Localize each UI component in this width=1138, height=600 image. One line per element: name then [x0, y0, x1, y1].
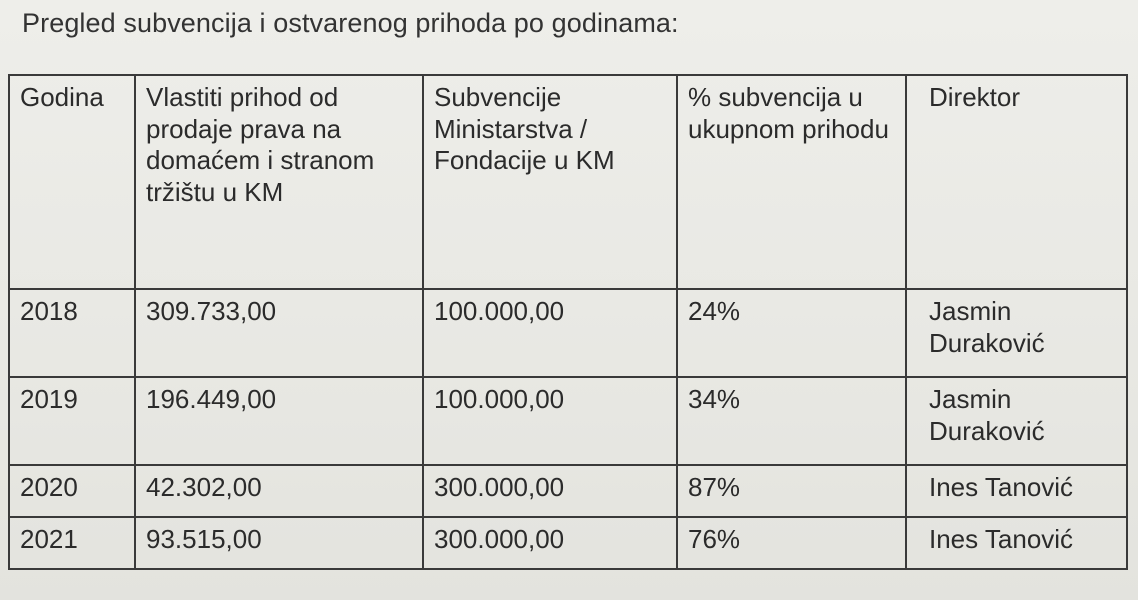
cell-director: Ines Tanović — [906, 465, 1127, 517]
table-header-row — [9, 75, 1127, 289]
cell-percent: 24% — [677, 289, 906, 377]
table-row — [9, 465, 1127, 517]
cell-own-income: 196.449,00 — [135, 377, 423, 465]
cell-year: 2019 — [9, 377, 135, 465]
cell-director: Ines Tanović — [906, 517, 1127, 569]
page-heading: Pregled subvencija i ostvarenog prihoda po godinama: — [22, 8, 679, 38]
cell-percent: 76% — [677, 517, 906, 569]
column-header-own-income: Vlastiti prihod od prodaje prava na domaćem i stranom tržištu u KM — [135, 75, 423, 289]
column-header-subsidy: Subvencije Ministarstva / Fondacije u KM — [423, 75, 677, 289]
table-row — [9, 289, 1127, 377]
cell-own-income: 93.515,00 — [135, 517, 423, 569]
column-header-director: Direktor — [906, 75, 1127, 289]
cell-subsidy: 300.000,00 — [423, 517, 677, 569]
cell-subsidy: 100.000,00 — [423, 289, 677, 377]
cell-own-income: 42.302,00 — [135, 465, 423, 517]
cell-year: 2020 — [9, 465, 135, 517]
cell-own-income: 309.733,00 — [135, 289, 423, 377]
cell-director: Jasmin Duraković — [906, 377, 1127, 465]
cell-percent: 87% — [677, 465, 906, 517]
table-row — [9, 377, 1127, 465]
column-header-percent: % subvencija u ukupnom prihodu — [677, 75, 906, 289]
column-header-year: Godina — [9, 75, 135, 289]
cell-year: 2018 — [9, 289, 135, 377]
cell-director: Jasmin Duraković — [906, 289, 1127, 377]
subsidy-table — [8, 74, 1128, 570]
cell-subsidy: 300.000,00 — [423, 465, 677, 517]
table-row — [9, 517, 1127, 569]
cell-percent: 34% — [677, 377, 906, 465]
cell-subsidy: 100.000,00 — [423, 377, 677, 465]
cell-year: 2021 — [9, 517, 135, 569]
